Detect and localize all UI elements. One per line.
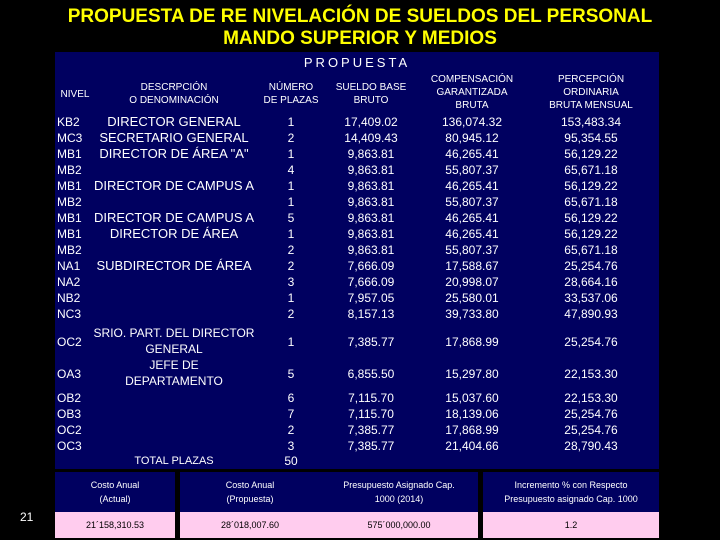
cell-po: 25,254.76	[564, 423, 618, 437]
cell-compensacion: 15,297.80	[445, 367, 499, 381]
header-compensacion	[417, 73, 527, 112]
cell-num: 6	[287, 391, 295, 405]
cell-desc: DIRECTOR DE CAMPUS A	[93, 210, 255, 225]
cell-nivel: MB1	[57, 211, 82, 225]
cell-desc: SECRETARIO GENERAL	[99, 130, 249, 145]
cell-nivel: MB2	[57, 163, 82, 177]
cell-num: 1	[287, 179, 295, 193]
cell-num: 7	[287, 407, 295, 421]
table-caption: PROPUESTA	[303, 55, 411, 70]
cell-sueldo: 6,855.50	[347, 367, 395, 381]
cell-nivel: NB2	[57, 291, 81, 305]
costo-propuesta-header	[180, 472, 320, 512]
cell-sb: 7,115.70	[348, 407, 394, 421]
cell-po: 47,890.93	[564, 307, 618, 321]
cell-nivel: OA3	[57, 367, 82, 381]
cell-num: 2	[287, 131, 295, 145]
cell-num: 1	[287, 291, 295, 305]
header-compensacion-line-3: BRUTA	[455, 100, 489, 111]
cell-cg: 25,580.01	[445, 291, 499, 305]
cell-po: 56,129.22	[564, 147, 618, 161]
costo-propuesta-label-1: Costo Anual	[225, 480, 275, 490]
costo-actual-value: 21´158,310.53	[55, 512, 175, 538]
cell-percepcion: 22,153.30	[564, 367, 618, 381]
cell-sb: 14,409.43	[344, 131, 398, 145]
header-numero-plazas	[259, 81, 323, 107]
presupuesto-value: 575´000,000.00	[320, 512, 478, 538]
page-title	[0, 6, 720, 50]
title-line-1: PROPUESTA DE RE NIVELACIÓN DE SUELDOS DEL PERSONAL	[67, 6, 653, 27]
incremento-label-1: Incremento % con Respecto	[514, 480, 628, 490]
cell-num: 3	[287, 275, 295, 289]
cell-cg: 55,807.37	[445, 163, 499, 177]
cell-nivel: KB2	[57, 115, 80, 129]
cell-desc: DIRECTOR DE ÁREA "A"	[99, 146, 249, 161]
cell-sb: 9,863.81	[347, 243, 395, 257]
cell-nivel: OC2	[57, 335, 82, 349]
cell-desc: DIRECTOR GENERAL	[107, 114, 241, 129]
header-sueldo-line-1: SUELDO BASE	[335, 82, 407, 93]
cell-nivel: MB1	[57, 179, 82, 193]
cell-sb: 7,385.77	[347, 439, 395, 453]
cell-num: 1	[287, 195, 295, 209]
header-percepcion-line-2: ORDINARIA	[563, 87, 619, 98]
cell-po: 95,354.55	[564, 131, 618, 145]
cell-nivel: OB2	[57, 391, 82, 405]
header-numero-line-1: NÚMERO	[268, 82, 314, 93]
total-plazas-value: 50	[284, 454, 298, 468]
cell-nivel: MB2	[57, 243, 82, 257]
cell-po: 56,129.22	[564, 179, 618, 193]
cell-po: 25,254.76	[564, 407, 618, 421]
cell-po: 28,790.43	[564, 439, 618, 453]
header-compensacion-line-1: COMPENSACIÓN	[430, 74, 514, 85]
cell-desc: SUBDIRECTOR DE ÁREA	[96, 258, 252, 273]
cell-cg: 46,265.41	[445, 179, 499, 193]
cell-percepcion: 25,254.76	[564, 335, 618, 349]
cell-cg: 46,265.41	[445, 211, 499, 225]
cell-cg: 55,807.37	[445, 195, 499, 209]
header-nivel	[57, 88, 93, 101]
title-line-2: MANDO SUPERIOR Y MEDIOS	[223, 28, 497, 49]
cell-cg: 46,265.41	[445, 147, 499, 161]
cell-nivel: NA1	[57, 259, 81, 273]
cell-desc: DIRECTOR DE ÁREA	[109, 226, 239, 241]
cell-num: 2	[287, 259, 295, 273]
cell-compensacion: 17,868.99	[445, 335, 499, 349]
header-nivel-text: NIVEL	[60, 89, 90, 100]
presupuesto-label-1: Presupuesto Asignado Cap.	[343, 480, 455, 490]
cell-cg: 46,265.41	[445, 227, 499, 241]
cell-nivel: OB3	[57, 407, 82, 421]
total-plazas-label: TOTAL PLAZAS	[134, 455, 214, 467]
cell-cg: 21,404.66	[445, 439, 499, 453]
cell-nivel: MC3	[57, 131, 83, 145]
cell-sb: 9,863.81	[347, 179, 395, 193]
header-percepcion-line-1: PERCEPCIÓN	[557, 74, 625, 85]
cell-num: 5	[287, 211, 295, 225]
cell-num: 2	[287, 243, 295, 257]
costo-propuesta-value: 28´018,007.60	[180, 512, 320, 538]
incremento-value: 1.2	[483, 512, 659, 538]
cell-num: 2	[287, 307, 295, 321]
incremento-label-2: Presupuesto asignado Cap. 1000	[504, 494, 638, 504]
cell-sb: 9,863.81	[347, 195, 395, 209]
cell-po: 28,664.16	[564, 275, 618, 289]
cell-nivel: NA2	[57, 275, 81, 289]
costo-actual-header	[55, 472, 175, 512]
costo-actual-label-2: (Actual)	[99, 494, 131, 504]
header-compensacion-line-2: GARANTIZADA	[436, 87, 508, 98]
header-percepcion	[527, 73, 655, 112]
salary-table	[55, 52, 659, 469]
cell-descripcion: SRIO. PART. DEL DIRECTOR GENERAL	[93, 326, 255, 356]
incremento-header	[483, 472, 659, 512]
cell-cg: 20,998.07	[445, 275, 499, 289]
cell-po: 65,671.18	[564, 195, 618, 209]
cell-num: 2	[287, 423, 295, 437]
cell-sb: 9,863.81	[347, 211, 395, 225]
cell-nivel: OC2	[57, 423, 82, 437]
cell-po: 56,129.22	[564, 227, 618, 241]
cell-num: 1	[287, 115, 295, 129]
cell-num: 4	[287, 163, 295, 177]
cell-cg: 17,868.99	[445, 423, 499, 437]
header-descripcion	[91, 81, 257, 107]
cell-nivel: MB1	[57, 147, 82, 161]
cell-po: 33,537.06	[564, 291, 618, 305]
presupuesto-header	[320, 472, 478, 512]
cell-sueldo: 7,385.77	[347, 335, 395, 349]
cell-sb: 7,666.09	[347, 275, 395, 289]
cell-sb: 7,385.77	[347, 423, 395, 437]
cell-num: 1	[287, 227, 295, 241]
cell-nivel: MB2	[57, 195, 82, 209]
cell-num: 3	[287, 439, 295, 453]
cell-cg: 17,588.67	[445, 259, 499, 273]
cell-cg: 18,139.06	[445, 407, 499, 421]
header-percepcion-line-3: BRUTA MENSUAL	[549, 100, 633, 111]
cell-sb: 9,863.81	[347, 163, 395, 177]
cell-numero: 5	[287, 367, 295, 381]
cell-sb: 8,157.13	[347, 307, 395, 321]
cell-cg: 55,807.37	[445, 243, 499, 257]
cell-sb: 9,863.81	[347, 147, 395, 161]
cell-po: 22,153.30	[564, 391, 618, 405]
cell-sb: 7,666.09	[347, 259, 395, 273]
cell-nivel: NC3	[57, 307, 82, 321]
cell-cg: 80,945.12	[445, 131, 499, 145]
cell-sb: 17,409.02	[344, 115, 398, 129]
cell-sb: 9,863.81	[347, 227, 395, 241]
costo-propuesta-label-2: (Propuesta)	[226, 494, 274, 504]
cell-po: 65,671.18	[564, 163, 618, 177]
header-numero-line-2: DE PLAZAS	[263, 95, 319, 106]
cell-po: 25,254.76	[564, 259, 618, 273]
cell-po: 153,483.34	[560, 115, 622, 129]
cell-desc: DIRECTOR DE CAMPUS A	[93, 178, 255, 193]
header-descripcion-line-2: O DENOMINACIÓN	[129, 95, 219, 106]
cell-nivel: MB1	[57, 227, 82, 241]
cell-nivel: OC3	[57, 439, 82, 453]
page-number: 21	[20, 510, 34, 524]
cell-descripcion: JEFE DE DEPARTAMENTO	[125, 358, 223, 388]
header-descripcion-line-1: DESCRPCIÓN	[140, 82, 208, 93]
presupuesto-label-2: 1000 (2014)	[374, 494, 424, 504]
cell-cg: 39,733.80	[445, 307, 499, 321]
cell-sb: 7,957.05	[347, 291, 395, 305]
header-sueldo-base	[325, 81, 417, 107]
cell-cg: 15,037.60	[445, 391, 499, 405]
cell-po: 56,129.22	[564, 211, 618, 225]
cell-numero: 1	[287, 335, 295, 349]
cell-num: 1	[287, 147, 295, 161]
cell-po: 65,671.18	[564, 243, 618, 257]
header-sueldo-line-2: BRUTO	[353, 95, 389, 106]
costo-actual-label-1: Costo Anual	[90, 480, 140, 490]
cell-cg: 136,074.32	[441, 115, 503, 129]
cell-sb: 7,115.70	[348, 391, 394, 405]
